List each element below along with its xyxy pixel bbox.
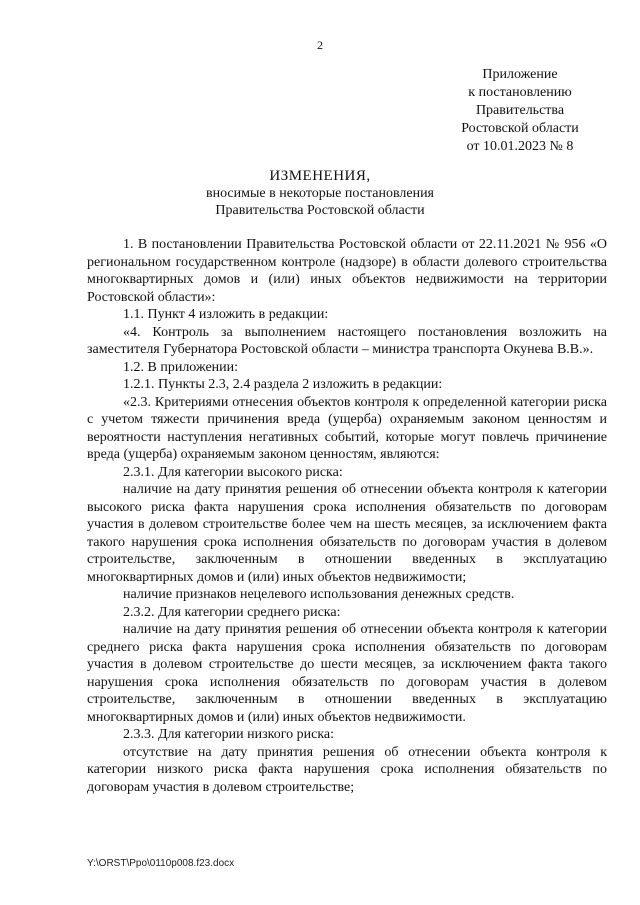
paragraph: 1. В постановлении Правительства Ростовской области от 22.11.2021 № 956 «О региональном государственном контроле (надзоре) в области долевого строительства многоквартирных домов и (или) иных объектов недвижимости на территории Ростовской области»: — [87, 237, 607, 305]
page-number: 2 — [317, 38, 323, 52]
appendix-line: Ростовской области — [461, 121, 579, 136]
paragraph: 1.1. Пункт 4 изложить в редакции: — [123, 307, 329, 322]
appendix-line: Приложение — [482, 67, 558, 82]
paragraph: 2.3.2. Для категории среднего риска: — [123, 604, 341, 620]
appendix-block — [440, 66, 600, 156]
paragraph: 2.3.3. Для категории низкого риска: — [123, 727, 335, 742]
paragraph: «2.3. Критериями отнесения объектов контроля к определенной категории риска с учетом тяжести причинения вреда (ущерба) охраняемым законом ценностям и вероятности наступления негативных событий, которые могут повлечь причинение вреда (ущерба) охраняемым законом ценностям, являются: — [87, 394, 607, 462]
document-subtitle: Правительства Ростовской области — [215, 203, 425, 218]
document-title: ИЗМЕНЕНИЯ, — [269, 168, 371, 184]
document-subtitle: вносимые в некоторые постановления — [205, 186, 434, 201]
document-header — [0, 168, 640, 219]
paragraph: 1.2.1. Пункты 2.3, 2.4 раздела 2 изложить в редакции: — [123, 377, 443, 392]
appendix-date-line: от 10.01.2023 № 8 — [466, 139, 574, 154]
paragraph: наличие на дату принятия решения об отнесении объекта контроля к категории среднего риска факта нарушения срока исполнения обязательств по договорам участия в долевом строительстве до шести месяцев, за исключением факта такого нарушения срока исполнения обязательств по договорам участия в долевом строительстве, заключенным в отношении введенных в эксплуатацию многоквартирных домов и (или) иных объектов недвижимости. — [87, 622, 607, 725]
paragraph: отсутствие на дату принятия решения об отнесении объекта контроля к категории низкого риска факта нарушения срока исполнения обязательств по договорам участия в долевом строительстве; — [87, 744, 607, 795]
paragraph: наличие на дату принятия решения об отнесении объекта контроля к категории высокого риска факта нарушения срока исполнения обязательств по договорам участия в долевом строительстве более чем на шесть месяцев, за исключением факта такого нарушения срока исполнения обязательств по договорам участия в долевом строительстве, заключенным в отношении введенных в эксплуатацию многоквартирных домов и (или) иных объектов недвижимости; — [87, 482, 607, 585]
appendix-line: к постановлению — [468, 85, 572, 100]
paragraph: наличие признаков нецелевого использования денежных средств. — [123, 587, 515, 602]
paragraph: 2.3.1. Для категории высокого риска: — [123, 464, 343, 480]
appendix-line: Правительства — [475, 103, 565, 118]
document-body — [87, 236, 607, 796]
file-path-footer: Y:\ORST\Ppo\0110p008.f23.docx — [87, 858, 235, 869]
paragraph: «4. Контроль за выполнением настоящего постановления возложить на заместителя Губернатора Ростовской области – министра транспорта Окунева В.В.». — [87, 324, 607, 357]
paragraph: 1.2. В приложении: — [123, 359, 239, 375]
